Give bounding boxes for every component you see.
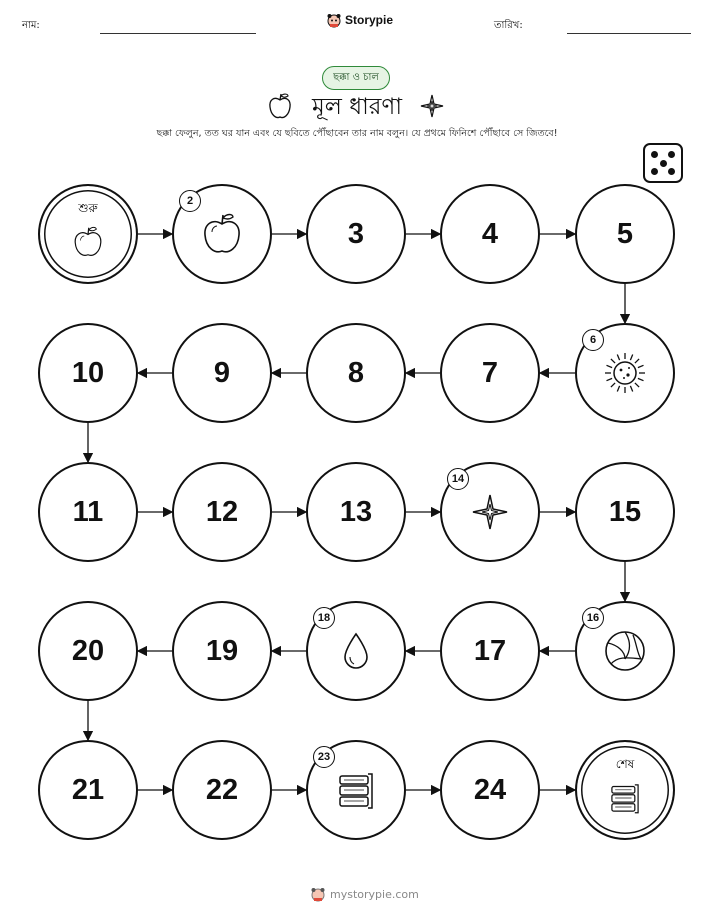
board-cell-14[interactable] bbox=[440, 462, 540, 562]
sun-icon bbox=[602, 350, 648, 396]
cell-number: 19 bbox=[205, 634, 239, 667]
board-cell-24[interactable] bbox=[440, 740, 540, 840]
cell-number: 9 bbox=[213, 356, 231, 389]
board-cell-23[interactable] bbox=[306, 740, 406, 840]
cell-number: 24 bbox=[473, 773, 507, 806]
footer bbox=[310, 886, 419, 902]
cell-number: 22 bbox=[205, 773, 239, 806]
start-cell[interactable] bbox=[38, 184, 138, 284]
sparkle-icon bbox=[470, 492, 510, 532]
category-tag: ছক্কা ও চাল bbox=[322, 66, 390, 90]
cell-number: 12 bbox=[205, 495, 239, 528]
apple-icon bbox=[70, 224, 106, 264]
board-cell-20[interactable] bbox=[38, 601, 138, 701]
cell-number: 20 bbox=[71, 634, 105, 667]
cell-number: 5 bbox=[616, 217, 634, 250]
instructions: ছক্কা ফেলুন, তত ঘর যান এবং যে ছবিতে পৌঁছাবেন তার নাম বলুন। যে প্রথমে ফিনিশে পৌঁছাবে সে জিতবে! bbox=[156, 128, 558, 139]
board-cell-10[interactable] bbox=[38, 323, 138, 423]
cell-number-badge: 18 bbox=[313, 607, 335, 629]
water-drop-icon bbox=[341, 631, 371, 671]
cell-number-badge: 23 bbox=[313, 746, 335, 768]
board-cell-7[interactable] bbox=[440, 323, 540, 423]
cell-number: 7 bbox=[481, 356, 499, 389]
date-label: তারিখ: bbox=[494, 20, 523, 31]
cell-number-badge: 14 bbox=[447, 468, 469, 490]
board-cell-15[interactable] bbox=[575, 462, 675, 562]
cell-number-badge: 6 bbox=[582, 329, 604, 351]
cell-number: 10 bbox=[71, 356, 105, 389]
cell-number: 8 bbox=[347, 356, 365, 389]
cell-number-badge: 16 bbox=[582, 607, 604, 629]
board-cell-5[interactable] bbox=[575, 184, 675, 284]
name-label: নাম: bbox=[22, 20, 40, 31]
board-cell-22[interactable] bbox=[172, 740, 272, 840]
cell-number: 11 bbox=[72, 495, 104, 528]
board-cell-19[interactable] bbox=[172, 601, 272, 701]
board-cell-2[interactable] bbox=[172, 184, 272, 284]
board-cell-16[interactable] bbox=[575, 601, 675, 701]
footer-url: mystorypie.com bbox=[330, 887, 419, 901]
cell-number: 3 bbox=[347, 217, 365, 250]
board-cell-4[interactable] bbox=[440, 184, 540, 284]
cell-number: 13 bbox=[339, 495, 373, 528]
board-cell-11[interactable] bbox=[38, 462, 138, 562]
cell-number: 15 bbox=[608, 495, 642, 528]
cell-number: 4 bbox=[481, 217, 499, 250]
end-label: শেষ bbox=[615, 757, 635, 771]
board-cell-9[interactable] bbox=[172, 323, 272, 423]
brand-name: Storypie bbox=[345, 13, 394, 27]
board-cell-8[interactable] bbox=[306, 323, 406, 423]
board-cell-3[interactable] bbox=[306, 184, 406, 284]
board-cell-21[interactable] bbox=[38, 740, 138, 840]
start-label: শুরু bbox=[78, 201, 98, 215]
board-cell-13[interactable] bbox=[306, 462, 406, 562]
panda-icon bbox=[310, 886, 326, 902]
board-cell-18[interactable] bbox=[306, 601, 406, 701]
board-cell-12[interactable] bbox=[172, 462, 272, 562]
lunchbox-icon bbox=[607, 780, 643, 820]
apple-icon bbox=[200, 210, 244, 258]
board-cell-6[interactable] bbox=[575, 323, 675, 423]
cell-number: 17 bbox=[473, 634, 507, 667]
end-cell[interactable] bbox=[575, 740, 675, 840]
board-cell-17[interactable] bbox=[440, 601, 540, 701]
cell-number: 21 bbox=[71, 773, 105, 806]
lunchbox-icon bbox=[334, 768, 378, 812]
page-title: মূল ধারণা bbox=[311, 94, 402, 120]
cell-number-badge: 2 bbox=[179, 190, 201, 212]
volleyball-icon bbox=[603, 629, 647, 673]
